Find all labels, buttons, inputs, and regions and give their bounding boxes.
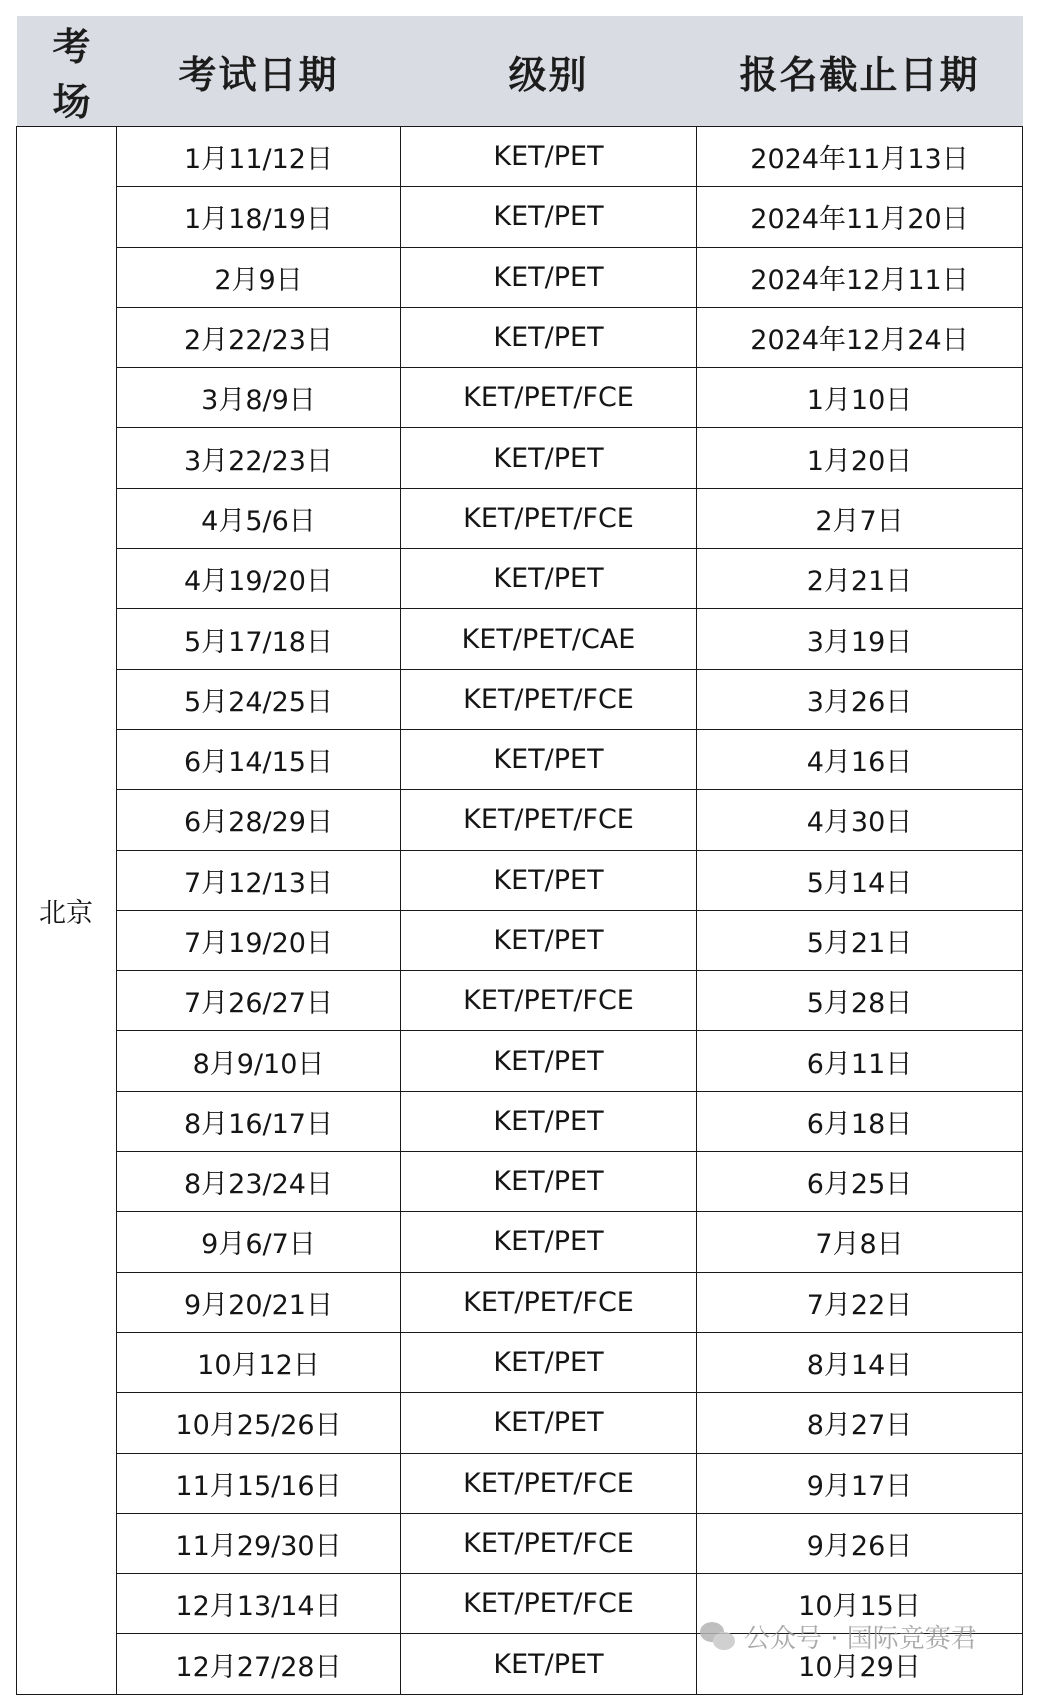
deadline-cell: 2024年12月24日 bbox=[697, 307, 1023, 367]
exam-date-cell: 3月22/23日 bbox=[117, 428, 401, 488]
level-cell: KET/PET/FCE bbox=[401, 1453, 697, 1513]
level-cell: KET/PET bbox=[401, 549, 697, 609]
exam-date-cell: 11月29/30日 bbox=[117, 1513, 401, 1573]
exam-date-cell: 5月17/18日 bbox=[117, 609, 401, 669]
deadline-cell: 2024年12月11日 bbox=[697, 247, 1023, 307]
exam-date-cell: 1月11/12日 bbox=[117, 127, 401, 187]
exam-date-cell: 4月19/20日 bbox=[117, 549, 401, 609]
level-cell: KET/PET/FCE bbox=[401, 1513, 697, 1573]
table-body bbox=[17, 127, 1023, 1695]
level-cell: KET/PET/FCE bbox=[401, 488, 697, 548]
exam-date-cell: 10月12日 bbox=[117, 1332, 401, 1392]
deadline-cell: 2024年11月13日 bbox=[697, 127, 1023, 187]
exam-date-cell: 8月16/17日 bbox=[117, 1091, 401, 1151]
level-cell: KET/PET/FCE bbox=[401, 790, 697, 850]
table-row bbox=[17, 1513, 1023, 1573]
level-cell: KET/PET/CAE bbox=[401, 609, 697, 669]
table-row bbox=[17, 1272, 1023, 1332]
level-cell: KET/PET bbox=[401, 850, 697, 910]
exam-date-cell: 6月14/15日 bbox=[117, 729, 401, 789]
table-row bbox=[17, 910, 1023, 970]
deadline-cell: 3月26日 bbox=[697, 669, 1023, 729]
deadline-cell: 5月21日 bbox=[697, 910, 1023, 970]
level-cell: KET/PET bbox=[401, 247, 697, 307]
exam-schedule-table bbox=[16, 16, 1023, 1695]
exam-date-cell: 10月25/26日 bbox=[117, 1393, 401, 1453]
deadline-cell: 2月21日 bbox=[697, 549, 1023, 609]
exam-date-cell: 8月23/24日 bbox=[117, 1152, 401, 1212]
exam-date-cell: 12月13/14日 bbox=[117, 1574, 401, 1634]
deadline-cell: 3月19日 bbox=[697, 609, 1023, 669]
level-cell: KET/PET bbox=[401, 1152, 697, 1212]
deadline-cell: 1月10日 bbox=[697, 368, 1023, 428]
deadline-cell: 2月7日 bbox=[697, 488, 1023, 548]
table-row bbox=[17, 488, 1023, 548]
deadline-cell: 6月25日 bbox=[697, 1152, 1023, 1212]
level-cell: KET/PET/FCE bbox=[401, 1574, 697, 1634]
level-cell: KET/PET bbox=[401, 1634, 697, 1694]
table-row bbox=[17, 127, 1023, 187]
deadline-cell: 9月26日 bbox=[697, 1513, 1023, 1573]
table-row bbox=[17, 1091, 1023, 1151]
table-row bbox=[17, 1152, 1023, 1212]
deadline-cell: 8月27日 bbox=[697, 1393, 1023, 1453]
table-row bbox=[17, 1453, 1023, 1513]
header-venue: 考场 bbox=[52, 25, 93, 124]
exam-date-cell: 6月28/29日 bbox=[117, 790, 401, 850]
deadline-cell: 4月16日 bbox=[697, 729, 1023, 789]
table-row bbox=[17, 790, 1023, 850]
level-cell: KET/PET bbox=[401, 910, 697, 970]
table-row bbox=[17, 1393, 1023, 1453]
exam-date-cell: 7月12/13日 bbox=[117, 850, 401, 910]
exam-date-cell: 12月27/28日 bbox=[117, 1634, 401, 1694]
level-cell: KET/PET/FCE bbox=[401, 368, 697, 428]
header-row bbox=[17, 16, 1023, 127]
level-cell: KET/PET bbox=[401, 187, 697, 247]
table-row bbox=[17, 1212, 1023, 1272]
header-level: 级别 bbox=[508, 52, 589, 97]
deadline-cell: 5月14日 bbox=[697, 850, 1023, 910]
table-row bbox=[17, 1031, 1023, 1091]
level-cell: KET/PET bbox=[401, 127, 697, 187]
table-row bbox=[17, 850, 1023, 910]
table-row bbox=[17, 669, 1023, 729]
exam-date-cell: 1月18/19日 bbox=[117, 187, 401, 247]
exam-date-cell: 5月24/25日 bbox=[117, 669, 401, 729]
table-row bbox=[17, 307, 1023, 367]
deadline-cell: 6月11日 bbox=[697, 1031, 1023, 1091]
deadline-cell: 7月8日 bbox=[697, 1212, 1023, 1272]
level-cell: KET/PET bbox=[401, 1212, 697, 1272]
deadline-cell: 10月29日 bbox=[697, 1634, 1023, 1694]
table-row bbox=[17, 187, 1023, 247]
deadline-cell: 4月30日 bbox=[697, 790, 1023, 850]
exam-date-cell: 11月15/16日 bbox=[117, 1453, 401, 1513]
header-deadline: 报名截止日期 bbox=[739, 52, 980, 97]
table-row bbox=[17, 1332, 1023, 1392]
exam-date-cell: 9月20/21日 bbox=[117, 1272, 401, 1332]
watermark-text: 公众号 · 国际竞赛君 bbox=[744, 1624, 977, 1654]
level-cell: KET/PET bbox=[401, 1091, 697, 1151]
deadline-cell: 7月22日 bbox=[697, 1272, 1023, 1332]
level-cell: KET/PET bbox=[401, 1393, 697, 1453]
header-exam-date: 考试日期 bbox=[178, 52, 339, 97]
deadline-cell: 2024年11月20日 bbox=[697, 187, 1023, 247]
level-cell: KET/PET bbox=[401, 307, 697, 367]
level-cell: KET/PET bbox=[401, 1031, 697, 1091]
exam-date-cell: 7月19/20日 bbox=[117, 910, 401, 970]
watermark bbox=[700, 1618, 977, 1655]
deadline-cell: 9月17日 bbox=[697, 1453, 1023, 1513]
exam-date-cell: 8月9/10日 bbox=[117, 1031, 401, 1091]
exam-date-cell: 7月26/27日 bbox=[117, 971, 401, 1031]
table-row bbox=[17, 368, 1023, 428]
exam-date-cell: 4月5/6日 bbox=[117, 488, 401, 548]
level-cell: KET/PET/FCE bbox=[401, 1272, 697, 1332]
table-row bbox=[17, 609, 1023, 669]
deadline-cell: 5月28日 bbox=[697, 971, 1023, 1031]
table-row bbox=[17, 247, 1023, 307]
exam-date-cell: 2月9日 bbox=[117, 247, 401, 307]
exam-date-cell: 2月22/23日 bbox=[117, 307, 401, 367]
deadline-cell: 1月20日 bbox=[697, 428, 1023, 488]
exam-date-cell: 3月8/9日 bbox=[117, 368, 401, 428]
deadline-cell: 6月18日 bbox=[697, 1091, 1023, 1151]
level-cell: KET/PET bbox=[401, 1332, 697, 1392]
schedule-page bbox=[16, 16, 1022, 1695]
table-header bbox=[17, 16, 1023, 127]
level-cell: KET/PET/FCE bbox=[401, 971, 697, 1031]
table-row bbox=[17, 549, 1023, 609]
deadline-cell: 8月14日 bbox=[697, 1332, 1023, 1392]
venue-cell: 北京 bbox=[17, 127, 117, 1695]
table-row bbox=[17, 971, 1023, 1031]
level-cell: KET/PET bbox=[401, 729, 697, 789]
level-cell: KET/PET/FCE bbox=[401, 669, 697, 729]
table-row bbox=[17, 428, 1023, 488]
table-row bbox=[17, 729, 1023, 789]
level-cell: KET/PET bbox=[401, 428, 697, 488]
exam-date-cell: 9月6/7日 bbox=[117, 1212, 401, 1272]
deadline-cell: 10月15日 bbox=[697, 1574, 1023, 1634]
wechat-icon bbox=[700, 1622, 736, 1652]
